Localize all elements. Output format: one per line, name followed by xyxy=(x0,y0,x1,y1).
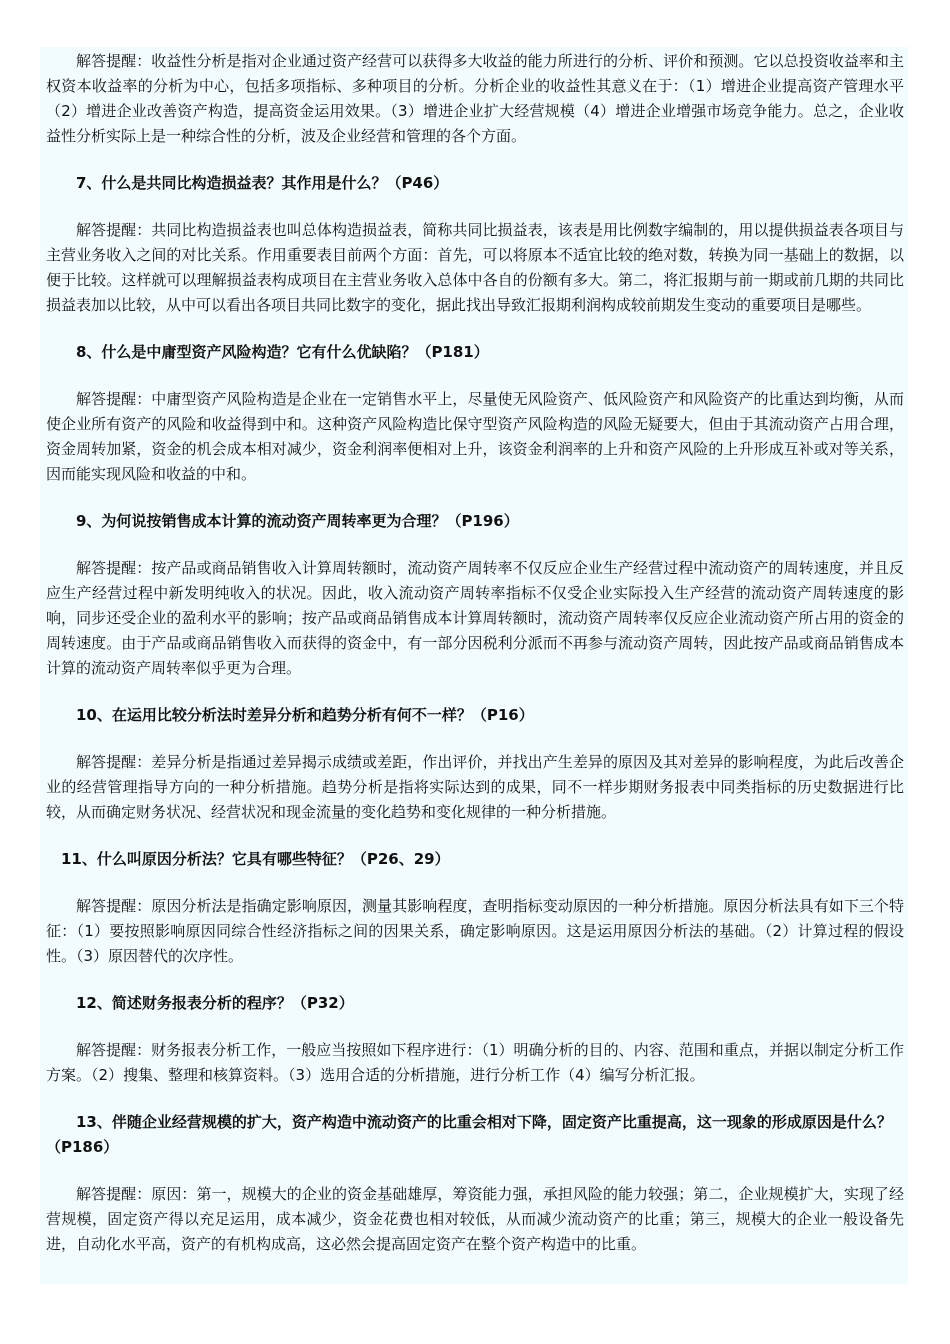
question-12: 12、简述财务报表分析的程序？（P32） xyxy=(76,994,354,1012)
answer-7: 解答提醒：共同比构造损益表也叫总体构造损益表，简称共同比损益表，该表是用比例数字编制的，用以提供损益表各项目与主营业务收入之间的对比关系。作用重要表目前两个方面：首先，可以将原本不适宜比较的绝对数，转换为同一基础上的数据，以便于比较。这样就可以理解损益表构成项目在主营业务收入总体中各自的份额有多大。第二，将汇报期与前一期或前几期的共同比损益表加以比较，从中可以看出各项目共同比数字的变化，据此找出导致汇报期利润构成较前期发生变动的重要项目是哪些。 xyxy=(46,221,904,314)
question-7: 7、什么是共同比构造损益表？其作用是什么？（P46） xyxy=(76,174,449,192)
answer-10: 解答提醒：差异分析是指通过差异揭示成绩或差距，作出评价，并找出产生差异的原因及其对差异的影响程度，为此后改善企业的经营管理指导方向的一种分析措施。趋势分析是指将实际达到的成果，同不一样步期财务报表中同类指标的历史数据进行比较，从而确定财务状况、经营状况和现金流量的变化趋势和变化规律的一种分析措施。 xyxy=(46,753,904,821)
question-10: 10、在运用比较分析法时差异分析和趋势分析有何不一样？（P16） xyxy=(76,706,534,724)
answer-6: 解答提醒：收益性分析是指对企业通过资产经营可以获得多大收益的能力所进行的分析、评价和预测。它以总投资收益率和主权资本收益率的分析为中心，包括多项指标、多种项目的分析。分析企业的收益性其意义在于：（1）增进企业提高资产管理水平（2）增进企业改善资产构造，提高资金运用效果。（3）增进企业扩大经营规模（4）增进企业增强市场竞争能力。总之，企业收益性分析实际上是一种综合性的分析，波及企业经营和管理的各个方面。 xyxy=(46,52,904,145)
question-11: 11、什么叫原因分析法？它具有哪些特征？（P26、29） xyxy=(61,850,450,868)
question-13: 13、伴随企业经营规模的扩大，资产构造中流动资产的比重会相对下降，固定资产比重提高，这一现象的形成原因是什么？（P186） xyxy=(46,1113,892,1156)
answer-8: 解答提醒：中庸型资产风险构造是企业在一定销售水平上，尽量使无风险资产、低风险资产和风险资产的比重达到均衡，从而使企业所有资产的风险和收益得到中和。这种资产风险构造比保守型资产风险构造的风险无疑要大，但由于其流动资产占用合理，资金周转加紧，资金的机会成本相对减少，资金利润率便相对上升，该资金利润率的上升和资产风险的上升形成互补或对等关系，因而能实现风险和收益的中和。 xyxy=(46,390,904,483)
answer-9: 解答提醒：按产品或商品销售收入计算周转额时，流动资产周转率不仅反应企业生产经营过程中流动资产的周转速度，并且反应生产经营过程中新发明纯收入的状况。因此，收入流动资产周转率指标不仅受企业实际投入生产经营的流动资产周转速度的影响，同步还受企业的盈利水平的影响；按产品或商品销售成本计算周转额时，流动资产周转率仅反应企业流动资产所占用的资金的周转速度。由于产品或商品销售收入而获得的资金中，有一部分因税利分派而不再参与流动资产周转，因此按产品或商品销售成本计算的流动资产周转率似乎更为合理。 xyxy=(46,559,904,677)
document-body xyxy=(46,49,904,1257)
question-9: 9、为何说按销售成本计算的流动资产周转率更为合理？（P196） xyxy=(76,512,519,530)
answer-12: 解答提醒：财务报表分析工作，一般应当按照如下程序进行：（1）明确分析的目的、内容、范围和重点，并据以制定分析工作方案。（2）搜集、整理和核算资料。（3）选用合适的分析措施，进行分析工作（4）编写分析汇报。 xyxy=(46,1041,904,1084)
question-8: 8、什么是中庸型资产风险构造？它有什么优缺陷？（P181） xyxy=(76,343,489,361)
answer-13: 解答提醒：原因：第一，规模大的企业的资金基础雄厚，筹资能力强，承担风险的能力较强；第二，企业规模扩大，实现了经营规模，固定资产得以充足运用，成本减少，资金花费也相对较低，从而减少流动资产的比重；第三，规模大的企业一般设备先进，自动化水平高，资产的有机构成高，这必然会提高固定资产在整个资产构造中的比重。 xyxy=(46,1185,904,1253)
answer-11: 解答提醒：原因分析法是指确定影响原因，测量其影响程度，查明指标变动原因的一种分析措施。原因分析法具有如下三个特征：（1）要按照影响原因同综合性经济指标之间的因果关系，确定影响原因。这是运用原因分析法的基础。（2）计算过程的假设性。（3）原因替代的次序性。 xyxy=(46,897,904,965)
